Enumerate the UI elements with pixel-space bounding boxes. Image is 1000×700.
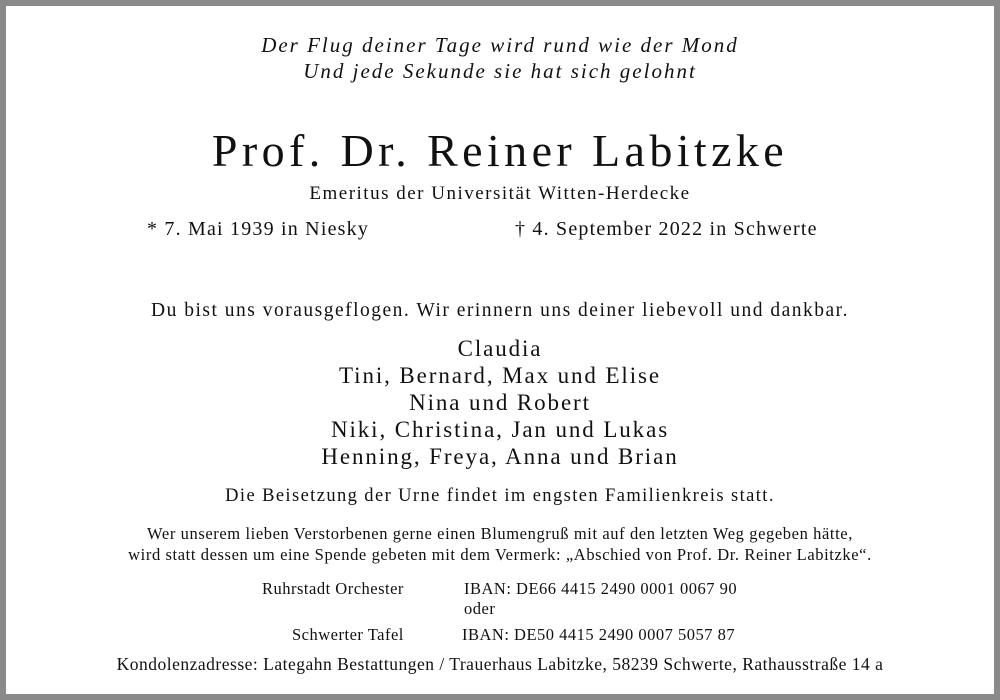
burial-note: Die Beisetzung der Urne findet im engsten Familienkreis statt.: [225, 486, 775, 506]
motto-line-2: Und jede Sekunde sie hat sich gelohnt: [303, 59, 697, 83]
mourner-line: Tini, Bernard, Max und Elise: [339, 363, 661, 388]
motto-line-1: Der Flug deiner Tage wird rund wie der Mond: [261, 33, 739, 57]
death-date: † 4. September 2022 in Schwerte: [515, 218, 818, 240]
deceased-name: Prof. Dr. Reiner Labitzke: [211, 125, 789, 176]
farewell-text: Du bist uns vorausgeflogen. Wir erinnern uns deiner liebevoll und dankbar.: [151, 300, 849, 321]
donation-recipient-1: Ruhrstadt Orchester: [262, 579, 404, 598]
donation-separator: oder: [464, 599, 496, 618]
donation-request-line-1: Wer unserem lieben Verstorbenen gerne einen Blumengruß mit auf den letzten Weg gegeben hätte,: [147, 524, 853, 543]
mourner-line: Niki, Christina, Jan und Lukas: [330, 417, 670, 442]
donation-request-line-2: wird statt dessen um eine Spende gebeten mit dem Vermerk: „Abschied von Prof. Dr. Reiner Labitzke“.: [128, 545, 872, 564]
condolence-address: Kondolenzadresse: Lategahn Bestattungen / Trauerhaus Labitzke, 58239 Schwerte, Rathausstraße 14 a: [116, 654, 884, 674]
birth-date: * 7. Mai 1939 in Niesky: [147, 218, 370, 240]
mourner-line: Claudia: [457, 336, 543, 361]
donation-recipient-2: Schwerter Tafel: [292, 625, 404, 644]
mourner-line: Nina und Robert: [409, 390, 591, 415]
donation-iban-1: IBAN: DE66 4415 2490 0001 0067 90: [464, 579, 738, 598]
mourner-line: Henning, Freya, Anna und Brian: [321, 444, 679, 469]
deceased-title: Emeritus der Universität Witten-Herdecke: [309, 183, 691, 204]
donation-iban-2: IBAN: DE50 4415 2490 0007 5057 87: [462, 625, 736, 644]
